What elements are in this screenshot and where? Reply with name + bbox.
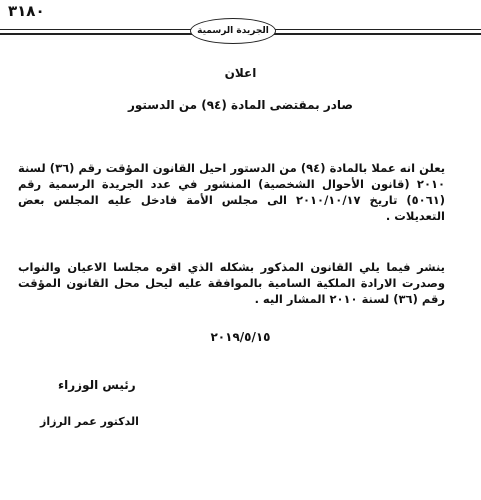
announcement-paragraph-1: يعلن انه عملا بالمادة (٩٤) من الدستور احيل القانون المؤقت رقم (٣٦) لسنة ٢٠١٠ (قانون الأحوال الشخصية) المنشور في عدد الجريدة الرسمية رقم (٥٠٦١) تاريخ ٢٠١٠/١٠/١٧ الى مجلس الأمة فادخل عليه المجلس بعض التعديلات . xyxy=(18,161,446,223)
announcement-title: اعلان xyxy=(224,66,257,80)
signatory-title: رئيس الوزراء xyxy=(58,378,136,392)
page-number: ٣١٨٠ xyxy=(8,2,45,20)
announcement-subtitle: صادر بمقتضى المادة (٩٤) من الدستور xyxy=(127,98,354,112)
announcement-date: ٢٠١٩/٥/١٥ xyxy=(210,330,271,344)
gazette-name-badge: الجريدة الرسمية xyxy=(190,18,276,44)
announcement-paragraph-2: ينشر فيما يلي القانون المذكور بشكله الذي اقره مجلسا الاعيان والنواب وصدرت الارادة الملكية السامية بالموافقة عليه ليحل محل القانون المؤقت رقم (٣٦) لسنة ٢٠١٠ المشار اليه . xyxy=(18,260,445,306)
signatory-name: الدكتور عمر الرزاز xyxy=(40,415,139,428)
